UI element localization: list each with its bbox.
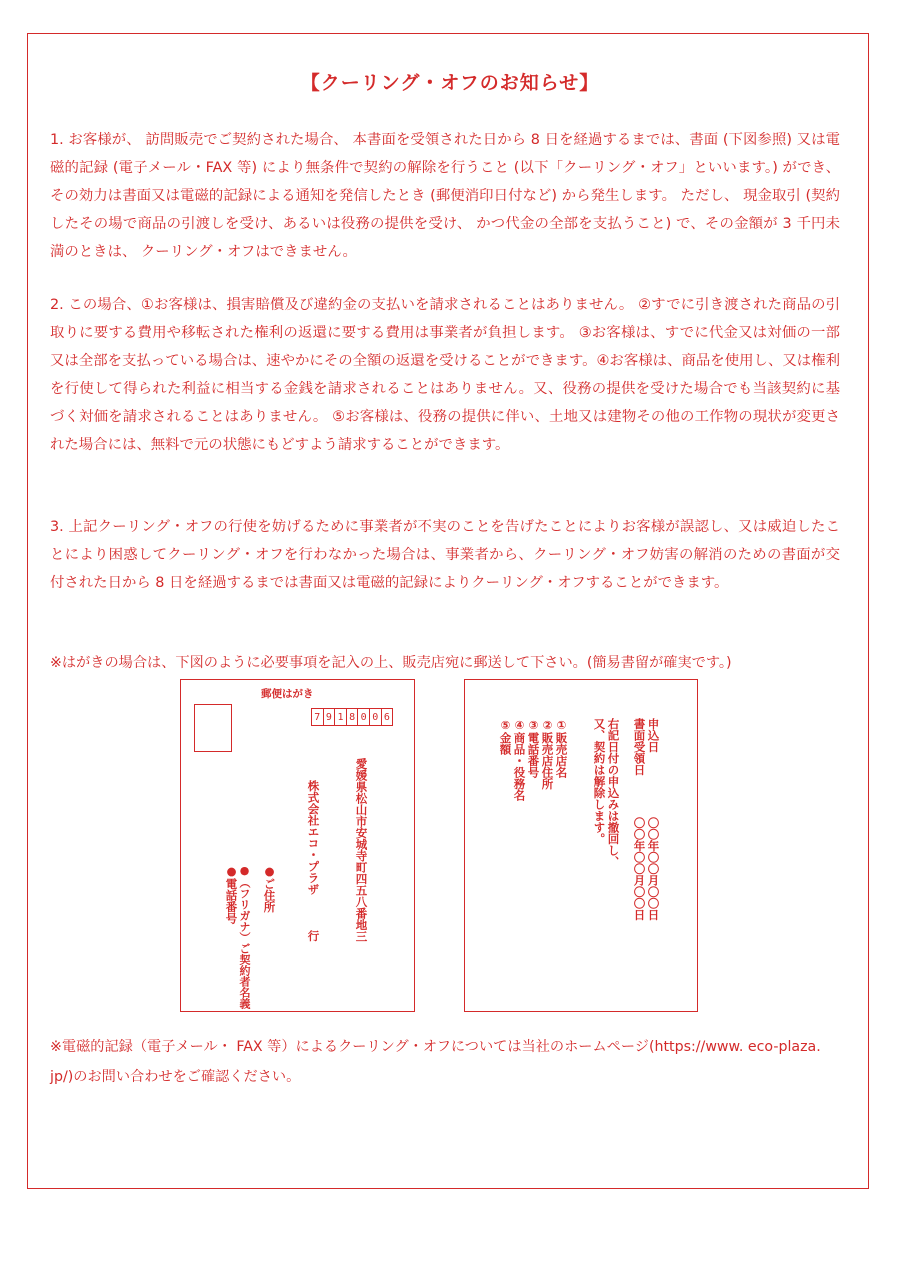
- applied-date-value: 〇〇年〇〇月〇〇日: [646, 817, 661, 921]
- postcard-header: 郵便はがき: [261, 688, 314, 700]
- sender-address-label: ●ご住所: [262, 864, 277, 913]
- item-shop-address: ②販売店住所: [540, 718, 555, 790]
- paragraph-2: 2. この場合、①お客様は、損害賠償及び違約金の支払いを請求されることはありません。 ②すでに引き渡された商品の引取りに要する費用や移転された権利の返還に要する費用は事業者が負担します。 ③お客様は、すでに代金又は対価の一部又は全部を支払っている場合は、速やかにその全額の返還を受けることができます。④お客様は、商品を使用し、又は権利を行使して得られた利益に相当する金銭を請求されることはありません。又、役務の提供を受けた場合でも当該契約に基づく対価を請求されることはありません。 ⑤お客様は、役務の提供に伴い、土地又は建物その他の工作物の現状が変更された場合には、無料で元の状態にもどすよう請求することができます。: [50, 297, 840, 453]
- sender-phone-label: ●電話番号: [224, 864, 239, 924]
- item-product: ④商品・役務名: [512, 718, 527, 801]
- footer-note: ※電磁的記録（電子メール・ FAX 等）によるクーリング・オフについては当社のホームページ(https://www. eco-plaza. jp/)のお問い合わせをご確認ください。: [50, 1039, 821, 1085]
- paragraph-1: 1. お客様が、 訪問販売でご契約された場合、 本書面を受領された日から 8 日を経過するまでは、書面 (下図参照) 又は電磁的記録 (電子メール・FAX 等) により無条件で契約の解除を行うこと (以下「クーリング・オフ」といいます。) ができ、その効力は書面又は電磁的記録による通知を発信したとき (郵便消印日付など) から発生します。 ただし、 現金取引 (契約したその場で商品の引渡しを受け、あるいは役務の提供を受け、 かつ代金の全部を支払うこと) で、その金額が 3 千円未満のときは、 クーリング・オフはできません。: [50, 132, 840, 260]
- item-phone: ③電話番号: [526, 718, 541, 778]
- paragraph-3: 3. 上記クーリング・オフの行使を妨げるために事業者が不実のことを告げたことによりお客様が誤認し、又は威迫したことにより困惑してクーリング・オフを行わなかった場合は、事業者から、クーリング・オフ妨害の解消のための書面が交付された日から 8 日を経過するまでは書面又は電磁的記録によりクーリング・オフすることができます。: [50, 519, 840, 591]
- zip-digit: 0: [357, 708, 370, 726]
- stamp-box: [194, 704, 232, 752]
- postcard-note: ※はがきの場合は、下図のように必要事項を記入の上、販売店宛に郵送して下さい。(簡易書留が確実です。): [50, 655, 732, 671]
- zip-digit: 1: [334, 708, 347, 726]
- recipient-address: 愛媛県松山市安城寺町四五八番地三: [354, 758, 369, 942]
- zip-digit: 7: [311, 708, 324, 726]
- applied-date-label: 申込日: [646, 718, 661, 753]
- zip-code-boxes: [312, 708, 393, 726]
- received-date-label: 書面受領日: [632, 718, 647, 776]
- cancellation-statement: 又、契約は解除します。: [592, 718, 607, 845]
- zip-digit: 8: [346, 708, 359, 726]
- withdrawal-statement: 右記日付の申込みは撤回し、: [606, 718, 621, 868]
- recipient-suffix: 行: [306, 930, 321, 942]
- item-shop-name: ①販売店名: [554, 718, 569, 778]
- item-amount: ⑤金額: [498, 718, 513, 755]
- postcard-back: [464, 679, 698, 1012]
- sender-name-label: ●（フリガナ）ご契約者名義: [238, 864, 251, 1009]
- page-title: 【クーリング・オフのお知らせ】: [300, 72, 600, 94]
- postcard-front: [180, 679, 415, 1012]
- received-date-value: 〇〇年〇〇月〇〇日: [632, 817, 647, 921]
- zip-digit: 6: [381, 708, 394, 726]
- zip-digit: 0: [369, 708, 382, 726]
- recipient-name: 株式会社エコ・プラザ: [306, 780, 321, 895]
- zip-digit: 9: [323, 708, 336, 726]
